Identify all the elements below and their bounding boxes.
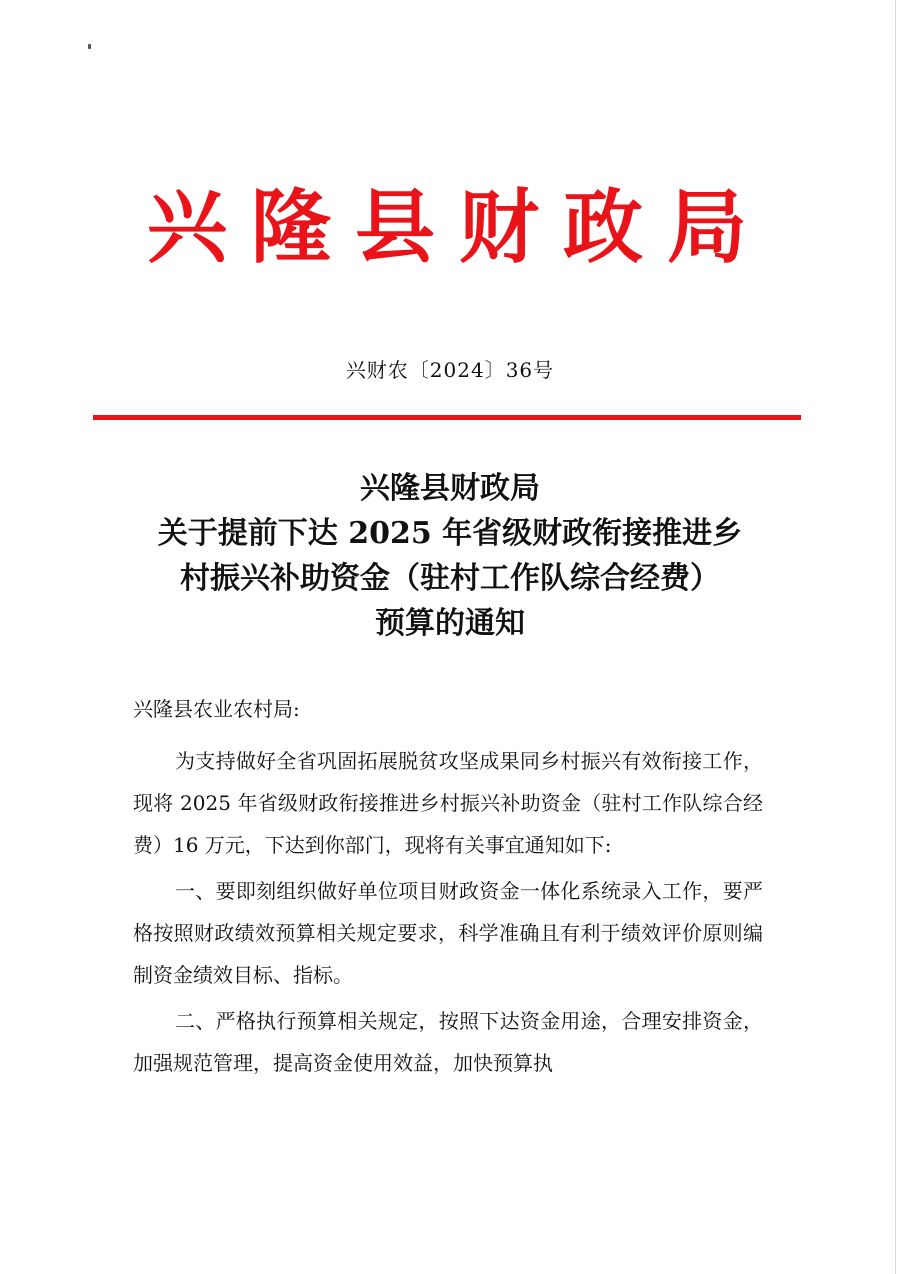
document-body — [133, 740, 763, 1088]
body-paragraph-intro: 为支持做好全省巩固拓展脱贫攻坚成果同乡村振兴有效衔接工作，现将 2025 年省级财政衔接推进乡村振兴补助资金（驻村工作队综合经费）16 万元，下达到你部门，现将有关事宜通知如下: — [133, 749, 763, 857]
scan-speck — [88, 44, 91, 49]
title-line-1: 兴隆县财政局 — [360, 471, 540, 506]
document-number: 兴财农〔2024〕36号 — [345, 358, 555, 382]
body-paragraph-item-1: 一、要即刻组织做好单位项目财政资金一体化系统录入工作，要严格按照财政绩效预算相关规定要求，科学准确且有利于绩效评价原则编制资金绩效目标、指标。 — [133, 879, 763, 987]
title-line-2: 关于提前下达 2025 年省级财政衔接推进乡 — [157, 516, 743, 551]
red-header-agency-title: 兴隆县财政局 — [147, 181, 771, 274]
addressee: 兴隆县农业农村局: — [133, 697, 300, 721]
title-line-3: 村振兴补助资金（驻村工作队综合经费） — [180, 561, 720, 596]
red-separator-line — [93, 415, 801, 420]
body-paragraph-item-2: 二、严格执行预算相关规定，按照下达资金用途，合理安排资金，加强规范管理，提高资金使用效益，加快预算执 — [133, 1009, 763, 1075]
title-line-4: 预算的通知 — [375, 606, 525, 641]
document-title — [0, 466, 900, 646]
